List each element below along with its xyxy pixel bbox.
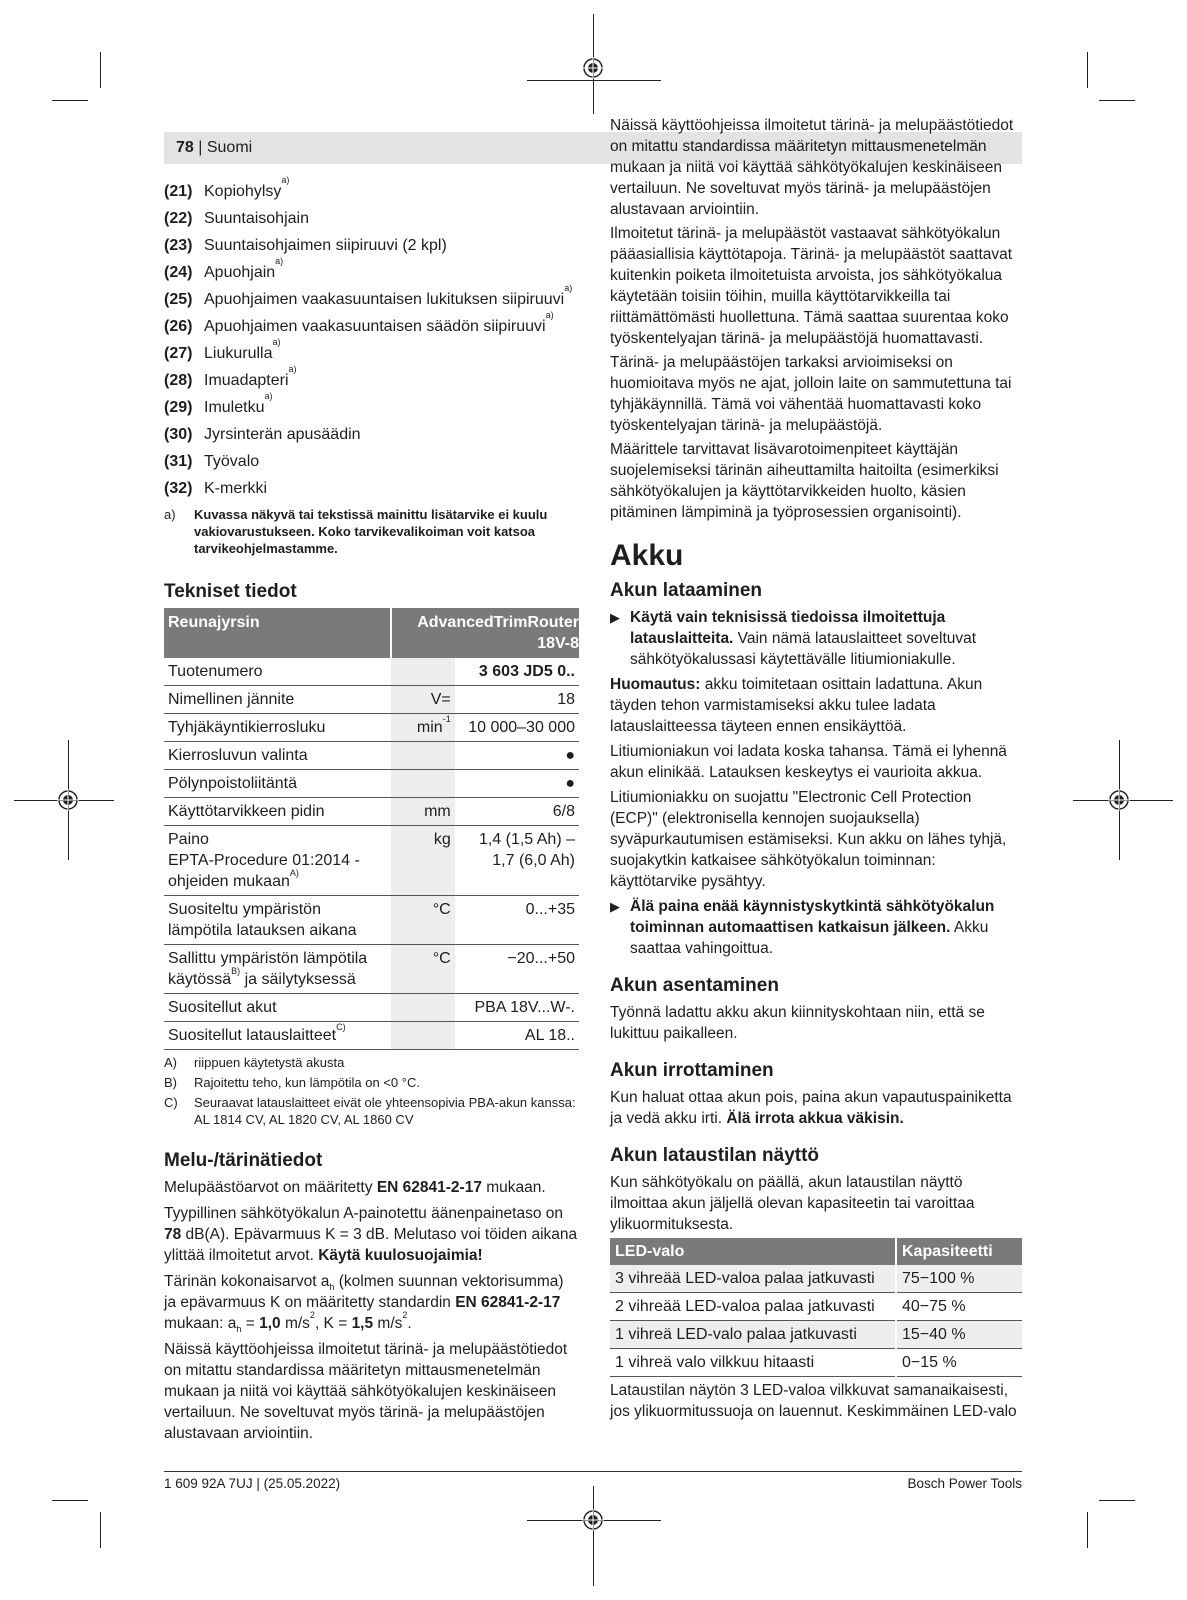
part-number: (27): [164, 345, 193, 362]
tech-unit-cell: [391, 686, 454, 714]
tech-value-cell: [455, 826, 579, 896]
tech-unit-cell: [391, 742, 454, 770]
right-column: [610, 117, 1022, 1422]
part-label: Apuohjaimen vaakasuuntaisen säädön siipiruuvi: [204, 318, 546, 335]
led-capacity: 75−100 %: [896, 1265, 1022, 1293]
tech-value: PBA 18V...W-.: [474, 999, 575, 1016]
part-number: (26): [164, 318, 193, 335]
tech-unit: kg: [433, 831, 451, 848]
subscript: h: [329, 1282, 335, 1293]
parts-list-item: [164, 232, 579, 259]
tech-row: [164, 658, 579, 686]
text: =: [241, 1315, 260, 1332]
part-footnote-ref: a): [281, 175, 290, 185]
part-footnote-ref: a): [272, 337, 281, 347]
text: Melupäästöarvot on määritetty: [164, 1179, 377, 1196]
led-state: 1 vihreä LED-valo palaa jatkuvasti: [610, 1321, 896, 1349]
tech-value-cell: [455, 1022, 579, 1050]
indicator-heading: Akun lataustilan näyttö: [610, 1145, 820, 1166]
tech-unit: mm: [424, 803, 451, 820]
tech-value-cell: [455, 686, 579, 714]
footnote-key: C): [164, 1095, 178, 1110]
tech-head-label: Reunajyrsin: [164, 608, 391, 658]
part-label: Suuntaisohjaimen siipiruuvi (2 kpl): [204, 237, 447, 254]
charging-heading: Akun lataaminen: [610, 580, 763, 601]
tech-label-cell: [164, 896, 391, 945]
tech-value-2: 1,7 (6,0 Ah): [492, 852, 575, 869]
superscript: 2: [309, 1310, 315, 1320]
tech-label: Nimellinen jännite: [168, 691, 295, 708]
tech-footnote: [164, 1094, 579, 1128]
tech-value: ●: [565, 747, 575, 764]
tech-label: Tyhjäkäyntikierrosluku: [168, 719, 326, 736]
crop-mark: [1099, 100, 1135, 101]
page-number: 78: [176, 139, 194, 156]
tech-value-cell: [455, 798, 579, 826]
tech-footnotes: [164, 1054, 579, 1128]
charging-bullet: [610, 607, 1022, 670]
tech-unit: min: [416, 719, 443, 736]
footer-rule: [164, 1471, 1022, 1472]
tech-unit-cell: [391, 798, 454, 826]
parts-list-item: [164, 283, 579, 313]
parts-list-item: [164, 421, 579, 448]
led-table: [610, 1238, 1022, 1377]
tech-value: AL 18..: [524, 1027, 575, 1044]
parts-footnote: [164, 506, 579, 557]
part-number: (28): [164, 372, 193, 389]
tech-row: [164, 742, 579, 770]
noise-paragraph-4a: Näissä käyttöohjeissa ilmoitetut tärinä- ja melupäästötiedot on mitattu standardissa määritetyn mittausmenetelmän mukaan ja niitä voi käyttää sähkötyökalujen keskinäiseen vertailuun. Ne soveltuvat myös tärinä- ja melupäästöjen alustavaan arviointiin.: [164, 1341, 568, 1442]
tech-value-cell: [455, 714, 579, 742]
led-row: [610, 1265, 1022, 1293]
text: Tyypillinen sähkötyökalun A-painotettu äänenpainetaso on: [164, 1205, 563, 1222]
footnote-ref: A): [289, 868, 299, 878]
tech-label-2: EPTA-Procedure 01:2014 -ohjeiden mukaan: [168, 852, 360, 890]
registration-mark-icon: [582, 1509, 604, 1531]
part-label: Imuletku: [204, 399, 265, 416]
led-capacity: 40−75 %: [896, 1293, 1022, 1321]
parts-list-item: [164, 364, 579, 394]
bullet-text: Akku saattaa vahingoittua.: [630, 919, 989, 957]
noise-paragraph-6: Tärinä- ja melupäästöjen tarkaksi arvioimiseksi on huomioitava myös ne ajat, jolloin laite on sammutettuna tai tyhjäkäynnillä. Tämä voi vähentää huomattavasti koko työskentelyajan tärinä- ja melupäästöjä.: [610, 354, 1012, 434]
part-number: (32): [164, 480, 193, 497]
text: mukaan: a: [164, 1315, 237, 1332]
part-label: Suuntaisohjain: [204, 210, 309, 227]
value: 1,0: [259, 1315, 281, 1332]
remove-text: [610, 1087, 1022, 1129]
tech-value: 0...+35: [525, 901, 575, 918]
text: mukaan.: [481, 1179, 546, 1196]
part-label: Apuohjain: [204, 264, 276, 281]
tech-head-model: AdvancedTrimRouter 18V-8: [391, 608, 579, 658]
crop-mark: [593, 1486, 594, 1586]
led-state: 3 vihreää LED-valoa palaa jatkuvasti: [610, 1265, 896, 1293]
bullet-bold: Älä paina enää käynnistyskytkintä sähkötyökalun toiminnan automaattisen katkaisun jälkeen.: [630, 898, 995, 936]
tech-label-cell: [164, 686, 391, 714]
part-footnote-ref: a): [545, 310, 554, 320]
crop-mark: [52, 100, 88, 101]
tech-unit-cell: [391, 994, 454, 1022]
tech-table: [164, 608, 579, 1050]
tech-label-cell: [164, 798, 391, 826]
registration-mark-icon: [1108, 789, 1130, 811]
footnote-key: A): [164, 1055, 177, 1070]
part-footnote-ref: a): [264, 391, 273, 401]
unit-exponent: -1: [442, 714, 451, 724]
tech-unit-cell: [391, 896, 454, 945]
tech-row: [164, 826, 579, 896]
capacity-col-header: Kapasiteetti: [896, 1238, 1022, 1265]
tech-row: [164, 896, 579, 945]
tech-unit-cell: [391, 1022, 454, 1050]
crop-mark: [100, 52, 101, 88]
part-label: Imuadapteri: [204, 372, 289, 389]
tech-unit: °C: [432, 901, 451, 918]
crop-mark: [52, 1500, 88, 1501]
tech-value: ●: [565, 775, 575, 792]
header-language: Suomi: [206, 139, 253, 156]
noise-heading: Melu-/tärinätiedot: [164, 1150, 323, 1171]
part-footnote-ref: a): [275, 256, 284, 266]
li-ion-paragraph-1: Litiumioniakun voi ladata koska tahansa. Tämä ei lyhennä akun elinikää. Latauksen keskeytys ei vaurioita akkua.: [610, 743, 1007, 781]
noise-paragraph-3: [164, 1271, 579, 1334]
bullet-text: Vain nämä latauslaitteet soveltuvat sähkötyökalussasi käytettävälle litiumioniakulle.: [630, 630, 977, 668]
standard: EN 62841-2-17: [376, 1179, 482, 1196]
tech-label-b: ja säilytyksessä: [244, 971, 356, 988]
tech-row: [164, 945, 579, 994]
part-number: (21): [164, 183, 193, 200]
tech-label: Käyttötarvikkeen pidin: [168, 803, 325, 820]
part-label: Työvalo: [204, 453, 260, 470]
header-separator: |: [198, 139, 203, 156]
parts-list-item: [164, 337, 579, 367]
parts-list-item: [164, 256, 579, 286]
footnote-key: B): [164, 1075, 177, 1090]
value: 78: [164, 1226, 182, 1243]
text: Kun haluat ottaa akun pois, paina akun vapautuspainiketta ja vedä akku irti.: [610, 1089, 1012, 1127]
tech-unit-cell: [391, 826, 454, 896]
warning: Älä irrota akkua väkisin.: [726, 1110, 904, 1127]
tech-label: Sallittu ympäristön lämpötila käytössä: [168, 950, 368, 988]
tech-unit-cell: [391, 945, 454, 994]
tech-label-cell: [164, 770, 391, 798]
text: (kolmen suunnan vektorisumma) ja epävarmuus K on määritetty standardin: [164, 1273, 564, 1311]
parts-list: [164, 175, 579, 502]
text: .: [407, 1315, 412, 1332]
led-state: 1 vihreä valo vilkkuu hitaasti: [610, 1349, 896, 1377]
tech-unit-cell: [391, 714, 454, 742]
after-table-text: Lataustilan näytön 3 LED-valoa vilkkuvat samanaikaisesti, jos ylikuormitussuoja on lauennut. Keskimmäinen LED-valo: [610, 1382, 1017, 1420]
standard: EN 62841-2-17: [455, 1294, 561, 1311]
crop-mark: [1099, 1500, 1135, 1501]
footnote-ref: B): [231, 966, 241, 976]
part-label: Apuohjaimen vaakasuuntaisen lukituksen siipiruuvi: [204, 291, 565, 308]
tech-row: [164, 686, 579, 714]
tech-label-cell: [164, 945, 391, 994]
tech-value-cell: [455, 994, 579, 1022]
crop-mark: [1087, 52, 1088, 88]
tech-value: 6/8: [552, 803, 575, 820]
note-label: Huomautus:: [610, 676, 701, 693]
text: m/s: [280, 1315, 310, 1332]
text: m/s: [373, 1315, 403, 1332]
parts-list-item: [164, 391, 579, 421]
tech-footnote: [164, 1054, 579, 1071]
tech-value: 3 603 JD5 0..: [478, 663, 575, 680]
footnote-key: a): [164, 507, 176, 522]
registration-mark-icon: [582, 57, 604, 79]
tech-unit: V=: [430, 691, 451, 708]
page-header: [176, 139, 252, 157]
tech-label: Pölynpoistoliitäntä: [168, 775, 297, 792]
part-footnote-ref: a): [288, 364, 297, 374]
text: dB(A). Epävarmuus K = 3 dB. Melutaso voi töiden aikana ylittää ilmoitetut arvot.: [164, 1226, 578, 1264]
tech-value-cell: [455, 770, 579, 798]
noise-paragraph-4-continued: Näissä käyttöohjeissa ilmoitetut tärinä- ja melupäästötiedot on mitattu standardissa määritetyn mittausmenetelmän mukaan ja niitä voi käyttää sähkötyökalujen keskinäiseen vertailuun. Ne soveltuvat myös tärinä- ja melupäästöjen alustavaan arviointiin.: [610, 117, 1014, 218]
li-ion-paragraph-2: Litiumioniakku on suojattu "Electronic Cell Protection (ECP)" (elektronisella kennojen suojauksella) syväpurkautumisen estämiseksi. Kun akku on lähes tyhjä, suojakytkin katkaisee sähkötyökalun toiminnan: käyttötarvike pysähtyy.: [610, 789, 1007, 890]
tech-value: 18: [557, 691, 575, 708]
tech-label: Tuotenumero: [168, 663, 263, 680]
indicator-text: Kun sähkötyökalu on päällä, akun lataustilan näyttö ilmoittaa akun jäljellä olevan kapasiteetin tai varoittaa ylikuormituksesta.: [610, 1174, 975, 1233]
tech-label: Suositeltu ympäristön lämpötila latauksen aikana: [168, 901, 357, 939]
footnote-text: riippuen käytetystä akusta: [194, 1055, 345, 1070]
noise-paragraph-5: Ilmoitetut tärinä- ja melupäästöt vastaavat sähkötyökalun pääasiallisia käyttötapoja. Tärinä- ja melupäästöt saattavat kuitenkin poiketa ilmoitetuista arvoista, jos sähkötyökalua käytetään toisiin töihin, muilla käyttötarvikkeilla tai riittämättömästi huollettuna. Tämä saattaa suurentaa koko työskentelyajan tärinä- ja melupäästöjä huomattavasti.: [610, 225, 1013, 347]
noise-paragraph-2: [164, 1203, 579, 1266]
tech-row: [164, 798, 579, 826]
tech-label-cell: [164, 714, 391, 742]
part-number: (31): [164, 453, 193, 470]
footnote-text: Rajoitettu teho, kun lämpötila on <0 °C.: [194, 1075, 420, 1090]
tech-value-cell: [455, 945, 579, 994]
registration-mark-icon: [57, 789, 79, 811]
parts-list-item: [164, 310, 579, 340]
part-label: Kopiohylsy: [204, 183, 282, 200]
part-number: (23): [164, 237, 193, 254]
part-number: (22): [164, 210, 193, 227]
footer-doc-id: 1 609 92A 7UJ | (25.05.2022): [164, 1476, 341, 1491]
footnote-text: Kuvassa näkyvä tai tekstissä mainittu lisätarvike ei kuulu vakiovarustukseen. Koko tarvikevalikoiman voit katsoa tarvikeohjelmastamme.: [194, 507, 548, 556]
tech-label-cell: [164, 742, 391, 770]
note-text: akku toimitetaan osittain ladattuna. Akun täyden tehon varmistamiseksi akku tulee ladata latauslaitteessa täyteen ennen ensikäyttöä.: [610, 676, 983, 735]
left-column: [164, 175, 579, 1442]
crop-mark: [100, 1512, 101, 1548]
tech-label: Suositellut latauslaitteet: [168, 1027, 337, 1044]
text: Tärinän kokonaisarvot a: [164, 1273, 330, 1290]
tech-label-cell: [164, 658, 391, 686]
tech-heading: Tekniset tiedot: [164, 581, 297, 602]
subscript: h: [236, 1324, 242, 1335]
led-state: 2 vihreää LED-valoa palaa jatkuvasti: [610, 1293, 896, 1321]
led-row: [610, 1321, 1022, 1349]
led-capacity: 0−15 %: [896, 1349, 1022, 1377]
bullet-arrow-icon: ▶: [610, 899, 620, 914]
install-heading: Akun asentaminen: [610, 975, 779, 996]
tech-label-cell: [164, 994, 391, 1022]
crop-mark: [527, 80, 661, 81]
tech-label: Kierrosluvun valinta: [168, 747, 308, 764]
tech-row: [164, 714, 579, 742]
crop-mark: [1087, 1512, 1088, 1548]
tech-value: 1,4 (1,5 Ah) –: [478, 831, 575, 848]
tech-unit: °C: [432, 950, 451, 967]
text: , K =: [314, 1315, 352, 1332]
noise-paragraph-4b: [610, 117, 1022, 220]
led-capacity: 15−40 %: [896, 1321, 1022, 1349]
switch-bullet: [610, 896, 1022, 959]
tech-footnote: [164, 1074, 579, 1091]
tech-unit-cell: [391, 658, 454, 686]
akku-title: Akku: [610, 539, 684, 572]
led-row: [610, 1349, 1022, 1377]
tech-value-cell: [455, 896, 579, 945]
tech-label: Suositellut akut: [168, 999, 277, 1016]
footnote-ref: C): [336, 1022, 346, 1032]
part-number: (29): [164, 399, 193, 416]
parts-list-item: [164, 205, 579, 232]
part-number: (25): [164, 291, 193, 308]
part-label: Jyrsinterän apusäädin: [204, 426, 361, 443]
noise-paragraph-7: Määrittele tarvittavat lisävarotoimenpiteet käyttäjän suojelemiseksi tärinän aiheuttamilta haitoilta (esimerkiksi sähkötyökalujen ja käyttötarvikkeiden huolto, käsien pitäminen lämpiminä ja työprosessien organisointi).: [610, 441, 999, 521]
value: 1,5: [351, 1315, 374, 1332]
footer-brand: Bosch Power Tools: [907, 1476, 1022, 1491]
tech-value-cell: [455, 742, 579, 770]
tech-unit-cell: [391, 770, 454, 798]
tech-row: [164, 770, 579, 798]
tech-row: [164, 994, 579, 1022]
part-label: K-merkki: [204, 480, 268, 497]
part-number: (30): [164, 426, 193, 443]
tech-value: 10 000–30 000: [468, 719, 575, 736]
tech-value-cell: [455, 658, 579, 686]
tech-label-cell: [164, 826, 391, 896]
tech-label-cell: [164, 1022, 391, 1050]
part-footnote-ref: a): [564, 283, 573, 293]
remove-heading: Akun irrottaminen: [610, 1060, 774, 1081]
parts-list-item: [164, 475, 579, 502]
bullet-bold: Käytä vain teknisissä tiedoissa ilmoitettuja latauslaitteita.: [630, 609, 946, 647]
charging-note: [610, 674, 1022, 737]
install-text: Työnnä ladattu akku akun kiinnityskohtaan niin, että se lukittuu paikalleen.: [610, 1004, 985, 1042]
superscript: 2: [402, 1310, 408, 1320]
parts-list-item: [164, 448, 579, 475]
parts-list-item: [164, 175, 579, 205]
noise-paragraph-1: [164, 1177, 579, 1198]
part-number: (24): [164, 264, 193, 281]
tech-label: Paino: [168, 831, 209, 848]
warning: Käytä kuulosuojaimia!: [318, 1247, 483, 1264]
led-col-header: LED-valo: [610, 1238, 896, 1265]
tech-row: [164, 1022, 579, 1050]
tech-value: −20...+50: [507, 950, 575, 967]
footnote-text: Seuraavat latauslaitteet eivät ole yhteensopivia PBA-akun kanssa: AL 1814 CV, AL 1820 CV, AL 1860 CV: [194, 1095, 576, 1127]
bullet-arrow-icon: ▶: [610, 610, 620, 625]
led-row: [610, 1293, 1022, 1321]
part-label: Liukurulla: [204, 345, 273, 362]
